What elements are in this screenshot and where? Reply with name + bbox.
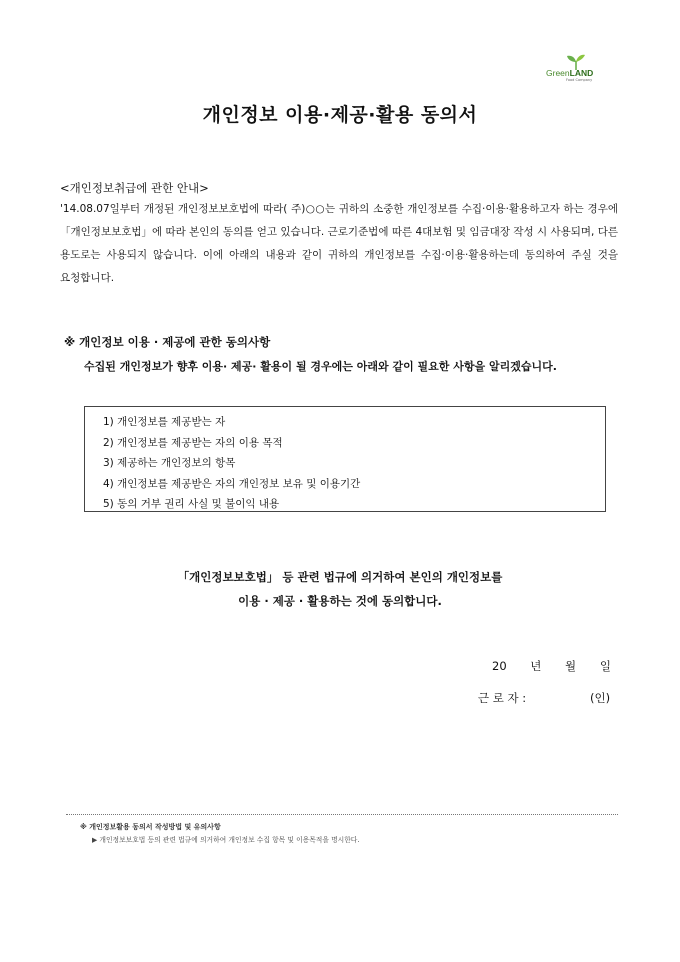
consent-item: 1) 개인정보를 제공받는 자 xyxy=(103,416,226,428)
agreement-line-1: 「개인정보보호법」 등 관련 법규에 의거하여 본인의 개인정보를 xyxy=(177,570,503,584)
seal-mark: (인) xyxy=(590,691,611,705)
greenland-logo xyxy=(546,54,608,84)
consent-item: 3) 제공하는 개인정보의 항목 xyxy=(103,457,236,469)
consent-item: 4) 개인정보를 제공받은 자의 개인정보 보유 및 이용기간 xyxy=(103,477,361,490)
consent-heading: ※ 개인정보 이용 · 제공에 관한 동의사항 xyxy=(64,335,271,349)
logo-wordmark: GreenLAND xyxy=(546,68,594,78)
notice-heading: <개인정보취급에 관한 안내> xyxy=(60,181,209,195)
consent-intro: 수집된 개인정보가 향후 이용· 제공· 활용이 될 경우에는 아래와 같이 필요한 사항을 알리겠습니다. xyxy=(84,360,557,373)
footer-note: ▶ 개인정보보호법 등의 관련 법규에 의거하여 개인정보 수집 항목 및 이용목적을 명시한다. xyxy=(92,836,360,844)
agreement-line-2: 이용 · 제공 · 활용하는 것에 동의합니다. xyxy=(238,594,442,608)
consent-items-box xyxy=(84,406,606,512)
footer-heading: ※ 개인정보활용 동의서 작성방법 및 유의사항 xyxy=(80,823,221,831)
worker-signature-line xyxy=(478,690,611,706)
notice-body: '14.08.07일부터 개정된 개인정보보호법에 따라( 주)○○는 귀하의 소중한 개인정보를 수집·이용·활용하고자 하는 경우에 「개인정보보호법」에 따라 본인의 동의를 얻고 있습니다. 근로기준법에 따른 4대보험 및 임금대장 작성 시 사용되며, 다른 용도로는 사용되지 않습니다. 이에 아래의 내용과 같이 귀하의 개인정보를 수집·이용·활용하는데 동의하여 주실 것을 요청합니다. xyxy=(60,203,618,284)
worker-label: 근 로 자 : xyxy=(478,691,527,705)
footer-divider xyxy=(66,814,618,815)
document-title: 개인정보 이용·제공·활용 동의서 xyxy=(202,104,478,126)
logo-tagline: Food Company xyxy=(566,78,593,82)
consent-item: 5) 동의 거부 권리 사실 및 불이익 내용 xyxy=(103,498,280,510)
consent-item: 2) 개인정보를 제공받는 자의 이용 목적 xyxy=(103,436,283,449)
date-field: 20 년 월 일 xyxy=(492,659,611,673)
